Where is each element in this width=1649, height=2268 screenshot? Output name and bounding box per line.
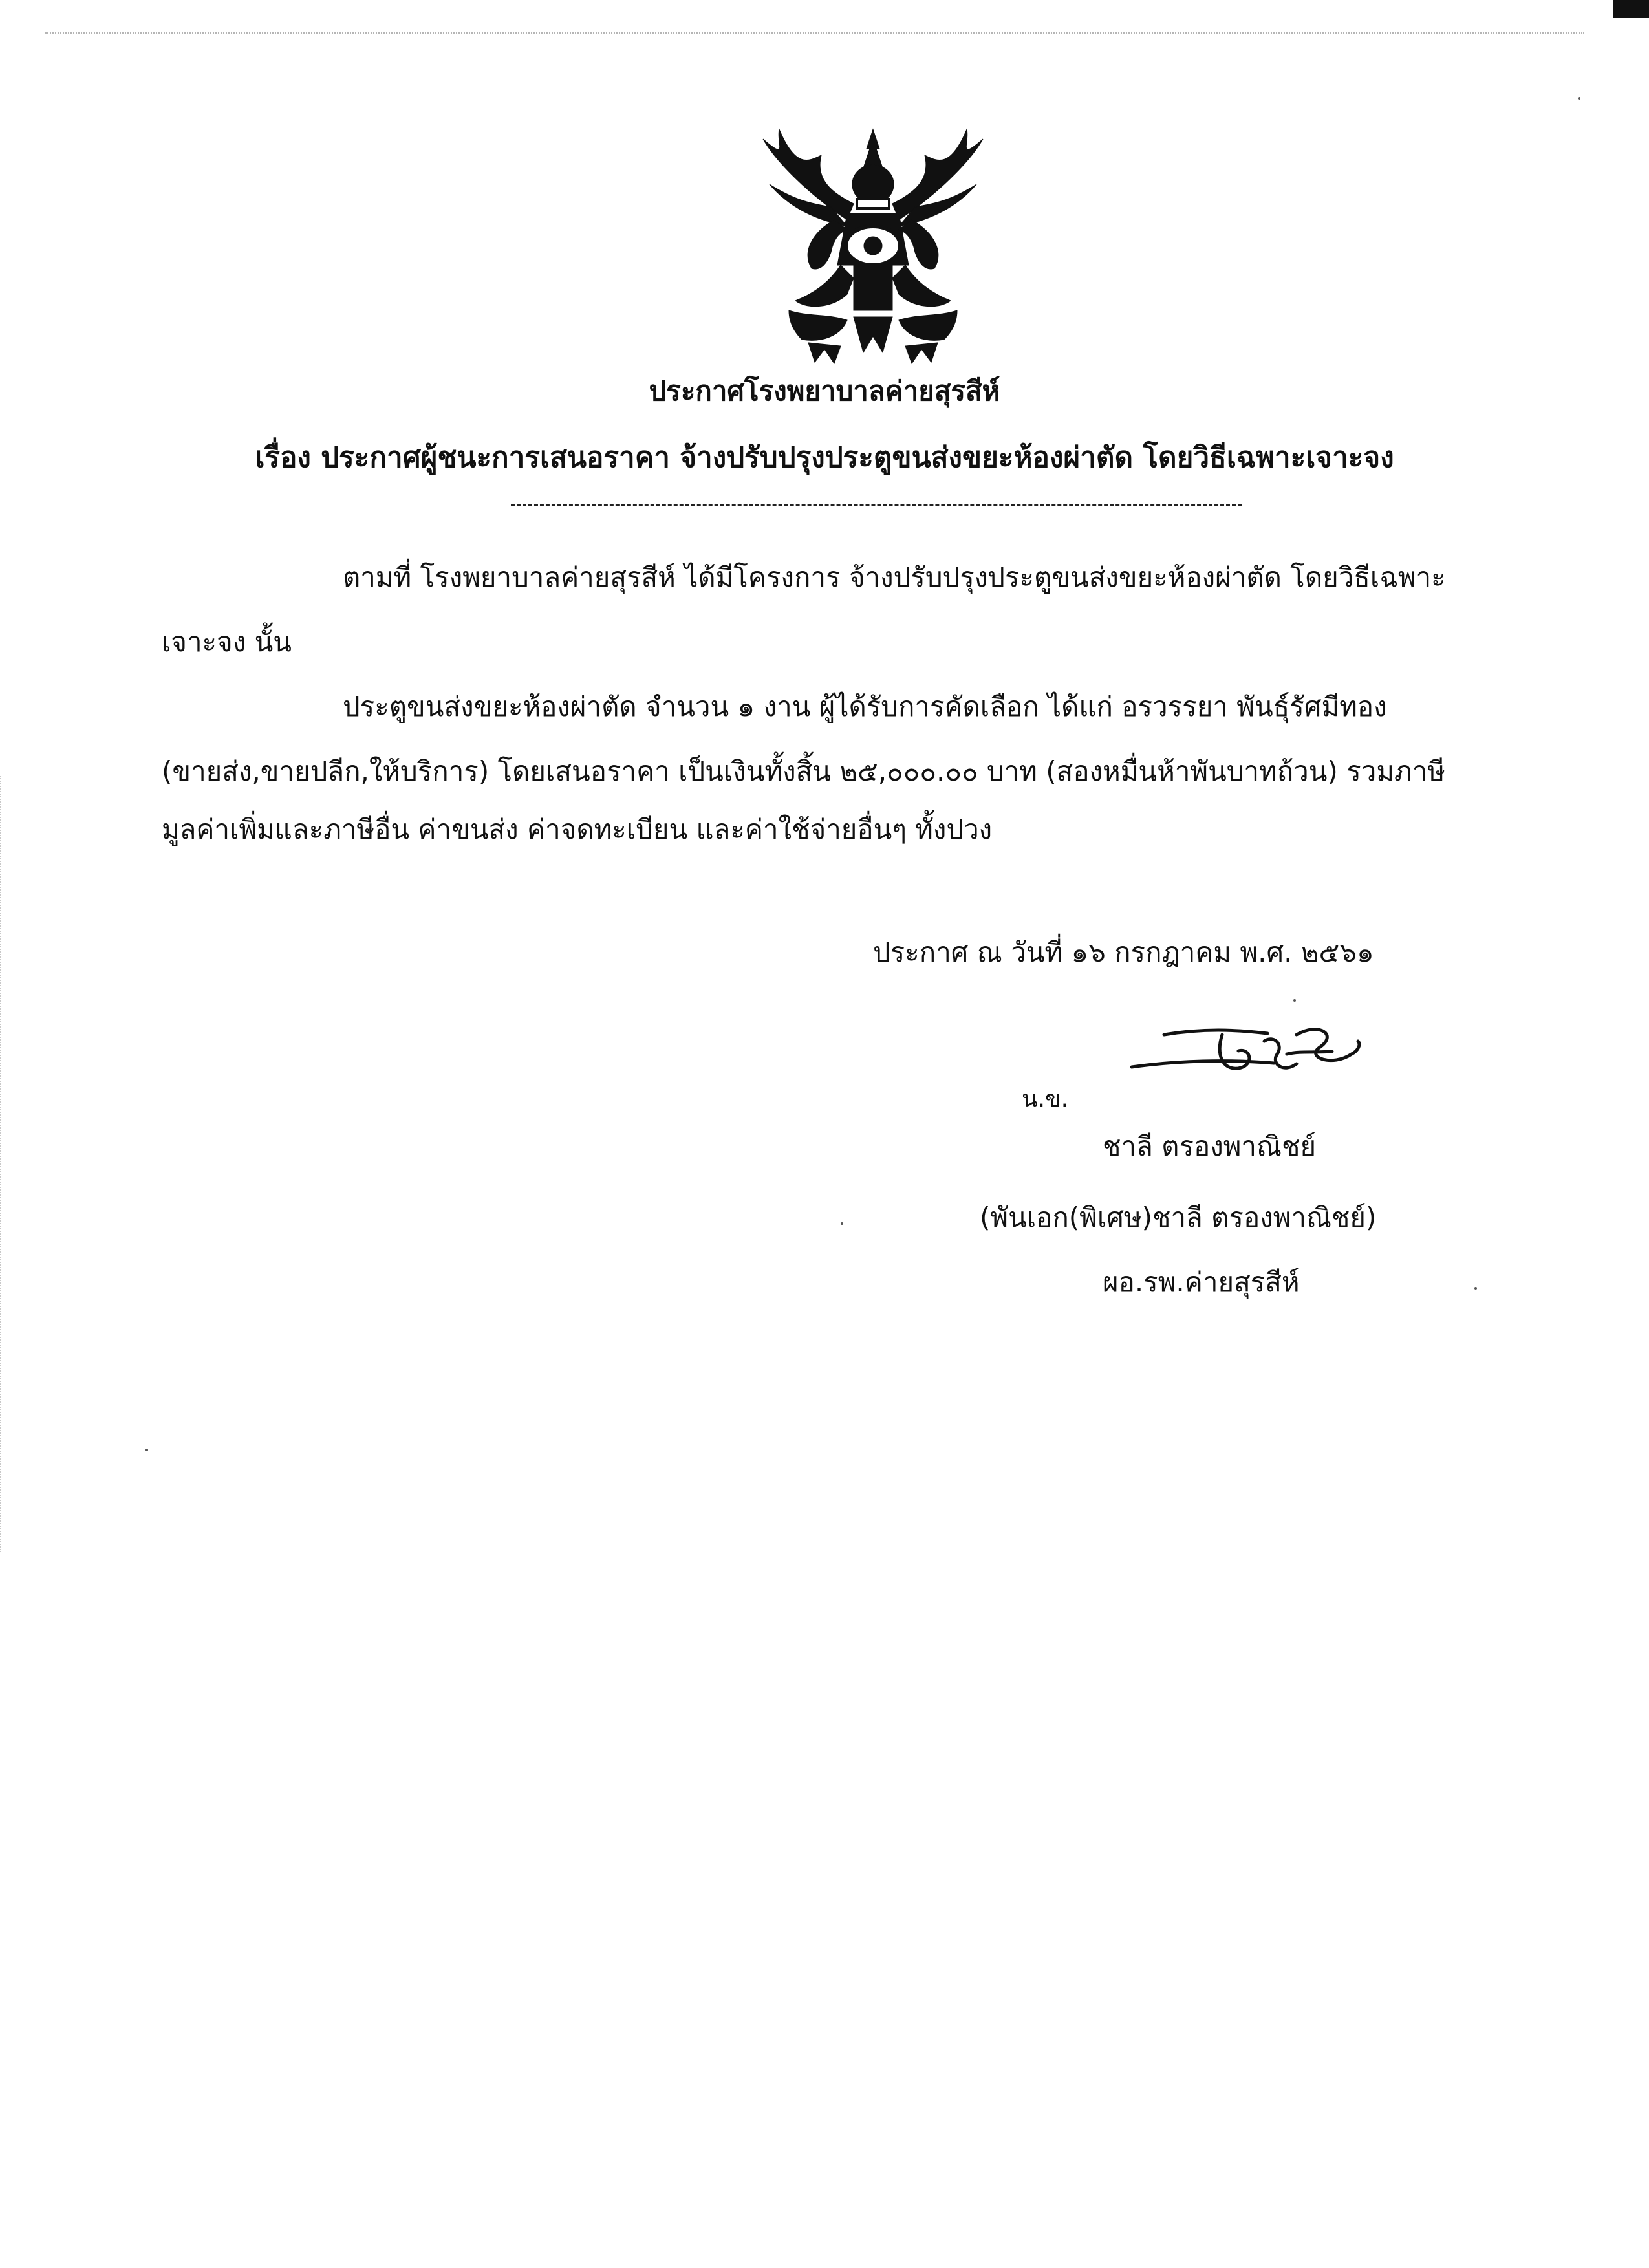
scan-speck	[841, 1222, 843, 1225]
signer-name: ชาลี ตรองพาณิชย์	[1103, 1130, 1317, 1162]
announcement-date: ประกาศ ณ วันที่ ๑๖ กรกฎาคม พ.ศ. ๒๕๖๑	[873, 936, 1374, 968]
scan-speck	[1293, 999, 1296, 1002]
signer-full-title: (พันเอก(พิเศษ)ชาลี ตรองพาณิชย์)	[980, 1202, 1377, 1233]
scan-corner-mark	[1613, 0, 1649, 18]
scan-speck	[146, 1449, 148, 1451]
scan-edge-line-left	[0, 776, 1, 1552]
announcement-subject: เรื่อง ประกาศผู้ชนะการเสนอราคา จ้างปรับปรุงประตูขนส่งขยะห้องผ่าตัด โดยวิธีเฉพาะเจาะจง	[255, 441, 1394, 474]
garuda-emblem-icon	[750, 123, 996, 369]
scan-speck	[1474, 1287, 1477, 1290]
paragraph-1-line-1: ตามที่ โรงพยาบาลค่ายสุรสีห์ ได้มีโครงการ จ้างปรับปรุงประตูขนส่งขยะห้องผ่าตัด โดยวิธีเฉพาะ	[343, 561, 1446, 593]
separator-rule	[511, 504, 1242, 506]
paragraph-1-line-2: เจาะจง นั้น	[162, 626, 292, 658]
scan-speck	[1578, 97, 1580, 100]
signer-position: ผอ.รพ.ค่ายสุรสีห์	[1103, 1266, 1300, 1298]
handwritten-signature-icon	[1125, 1015, 1371, 1086]
scan-edge-line	[45, 32, 1584, 34]
paragraph-2-line-2: (ขายส่ง,ขายปลีก,ให้บริการ) โดยเสนอราคา เป็นเงินทั้งสิ้น ๒๕,๐๐๐.๐๐ บาท (สองหมื่นห้าพันบาทถ้วน) รวมภาษี	[162, 755, 1445, 787]
paragraph-2-line-1: ประตูขนส่งขยะห้องผ่าตัด จำนวน ๑ งาน ผู้ได้รับการคัดเลือก ได้แก่ อรวรรยา พันธุ์รัศมีทอง	[343, 691, 1387, 722]
announcement-title: ประกาศโรงพยาบาลค่ายสุรสีห์	[649, 375, 1000, 407]
paragraph-2-line-3: มูลค่าเพิ่มและภาษีอื่น ค่าขนส่ง ค่าจดทะเบียน และค่าใช้จ่ายอื่นๆ ทั้งปวง	[162, 814, 993, 845]
signature-prefix: น.ข.	[1022, 1086, 1069, 1112]
